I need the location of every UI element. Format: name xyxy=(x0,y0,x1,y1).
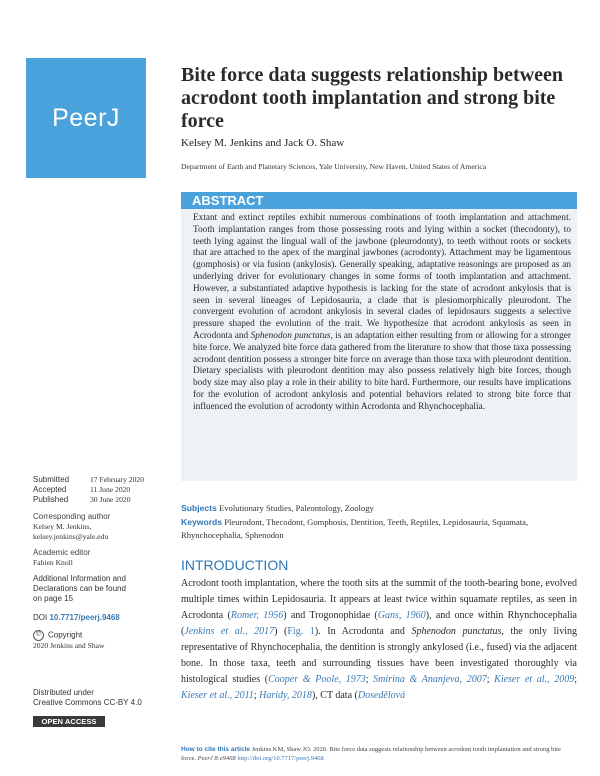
affiliation: Department of Earth and Planetary Sciences, Yale University, New Haven, United States of America xyxy=(181,162,487,171)
copyright-icon: © xyxy=(33,630,44,641)
doi-block xyxy=(33,613,168,623)
license-block xyxy=(33,688,168,708)
citation-smirina[interactable]: Smirina & Ananjeva, 2007 xyxy=(373,674,487,685)
author-list: Kelsey M. Jenkins and Jack O. Shaw xyxy=(181,137,345,149)
intro-sep-1: ; xyxy=(365,674,374,685)
intro-sep-2: ; xyxy=(486,674,495,685)
submitted-label: Submitted xyxy=(33,475,70,484)
subjects-line xyxy=(181,503,374,513)
intro-sep-3: ; xyxy=(574,674,578,685)
published-label: Published xyxy=(33,495,69,504)
keywords-text: Pleurodont, Thecodont, Gomphosis, Dentition, Teeth, Reptiles, Lepidosauria, Squamata, Rhynchocephalia, Sphenodon xyxy=(181,517,529,540)
figure-1-link[interactable]: Fig. 1 xyxy=(287,626,315,637)
logo-text: PeerJ xyxy=(52,103,120,132)
intro-text-1: Acrodont tooth implantation, where the tooth sits at the summit of the tooth-bearing bone, evolved multiple times within Lepidosauria. It appears at least twice within squamate reptiles, as seen in Acrodonta ( xyxy=(181,578,577,621)
citation-romer[interactable]: Romer, 1956 xyxy=(230,610,284,621)
abstract-text xyxy=(193,213,571,414)
intro-sep-4: ; xyxy=(253,690,260,701)
dates-block xyxy=(33,475,168,505)
citation-kieser-2009[interactable]: Kieser et al., 2009 xyxy=(494,674,575,685)
editor-name: Fabien Knoll xyxy=(33,558,73,567)
intro-species: Sphenodon punctatus xyxy=(411,626,502,637)
intro-text-5: ). In Acrodonta and xyxy=(314,626,405,637)
accepted-date: 11 June 2020 xyxy=(90,485,131,494)
copyright-block xyxy=(33,630,168,651)
corresponding-author-block xyxy=(33,512,168,542)
copyright-label: Copyright xyxy=(48,630,83,640)
peerj-logo xyxy=(26,58,146,178)
corresponding-email[interactable]: kelsey.jenkins@yale.edu xyxy=(33,532,109,541)
abstract-italic-species: Sphenodon punctatus xyxy=(250,330,331,341)
how-to-cite xyxy=(181,746,577,763)
introduction-paragraph xyxy=(181,576,577,704)
cite-label: How to cite this article xyxy=(181,746,250,753)
doi-link[interactable]: 10.7717/peerj.9468 xyxy=(49,613,120,622)
corresponding-label: Corresponding author xyxy=(33,512,111,521)
submitted-date: 17 February 2020 xyxy=(90,475,144,484)
corresponding-name: Kelsey M. Jenkins, xyxy=(33,522,92,531)
license-line2[interactable]: Creative Commons CC-BY 4.0 xyxy=(33,698,142,707)
editor-block xyxy=(33,548,168,568)
citation-kieser-2011[interactable]: Kieser et al., 2011 xyxy=(181,690,254,701)
keywords-line xyxy=(181,516,577,541)
subjects-label: Subjects xyxy=(181,503,217,513)
license-line1: Distributed under xyxy=(33,688,94,697)
cite-volume: 8:e9468 xyxy=(214,754,236,762)
published-date: 30 June 2020 xyxy=(90,495,131,504)
abstract-text-part2: , is an adaptation either resulting from or allowing for a stronger bite force. We analyzed bite force data gathered from the literature to show that those taxa possessing acrodont dentition possess a stronger bite force on average than those taxa with pleurodont dentition. Dietary specialists with pleurodont dentition may also possess relatively high bite forces, though body size may also play a role in their ability to bite hard. Furthermore, our results have implications for the evolution of acrodont ankylosis and potential behaviors related to strong bite force that influenced the evolution of acrodonty within Acrodonta and Rhynchocephalia. xyxy=(193,330,571,412)
accepted-label: Accepted xyxy=(33,485,67,494)
cite-link[interactable]: http://doi.org/10.7717/peerj.9468 xyxy=(237,754,324,762)
citation-dosedelova[interactable]: Dosedělová xyxy=(357,690,406,701)
intro-text-7: ), CT data ( xyxy=(311,690,358,701)
introduction-heading: INTRODUCTION xyxy=(181,557,289,573)
open-access-badge: OPEN ACCESS xyxy=(33,716,105,727)
intro-text-2: ) and Trogonophidae ( xyxy=(283,610,378,621)
keywords-label: Keywords xyxy=(181,517,223,527)
additional-info[interactable]: Additional Information and Declarations can be found on page 15 xyxy=(33,574,126,603)
editor-label: Academic editor xyxy=(33,548,91,557)
citation-jenkins[interactable]: Jenkins et al., 2017 xyxy=(184,626,275,637)
abstract-text-part1: Extant and extinct reptiles exhibit numerous combinations of tooth implantation and attachment. Tooth implantation ranges from those possessing roots and lying within a socket (thecodonty), to teeth lying against the lingual wall of the jawbone (pleurodonty), to teeth without roots or sockets that are attached to the apex of the marginal jawbones (acrodonty). Attachment may be ligamentous (gomphosis) or via fusion (ankylosis). Generally speaking, adaptative reasonings are proposed as an underlying driver for evolutionary changes in some forms of tooth implantation and attachment. However, a substantiated adaptive hypothesis is lacking for the state of acrodont ankylosis that is seen in several lineages of Lepidosauria, a clade that is plesiomorphically pleurodont. The convergent evolution of acrodont ankylosis in several clades of lepidosaurs suggests a selective pressure shaped the evolution of the trait. We hypothesize that acrodont ankylosis as seen in Acrodonta and xyxy=(193,213,571,341)
doi-label: DOI xyxy=(33,613,48,622)
copyright-holders: 2020 Jenkins and Shaw xyxy=(33,641,105,650)
subjects-text: Evolutionary Studies, Paleontology, Zoology xyxy=(218,503,374,513)
cite-text: Jenkins KM, Shaw JO. 2020. Bite force data suggests relationship between acrodont tooth implantation and strong bite force. xyxy=(181,746,561,762)
citation-gans[interactable]: Gans, 1960 xyxy=(377,610,426,621)
intro-text-6: , the only living representative of Rhynchocephalia, the dentition is strongly ankylosed (i.e., fused) via the adjacent bone. In those taxa, teeth and surrounding tissues have been investigated thoroughly via histological studies ( xyxy=(181,626,577,685)
intro-text-4: ) ( xyxy=(274,626,288,637)
citation-haridy[interactable]: Haridy, 2018 xyxy=(259,690,312,701)
article-title: Bite force data suggests relationship between acrodont tooth implantation and strong bite force xyxy=(181,64,564,132)
intro-text-3: ), and once within Rhynchocephalia ( xyxy=(181,610,577,637)
cite-journal: PeerJ xyxy=(197,754,213,762)
abstract-heading: ABSTRACT xyxy=(181,192,577,209)
citation-cooper-poole[interactable]: Cooper & Poole, 1973 xyxy=(268,674,366,685)
